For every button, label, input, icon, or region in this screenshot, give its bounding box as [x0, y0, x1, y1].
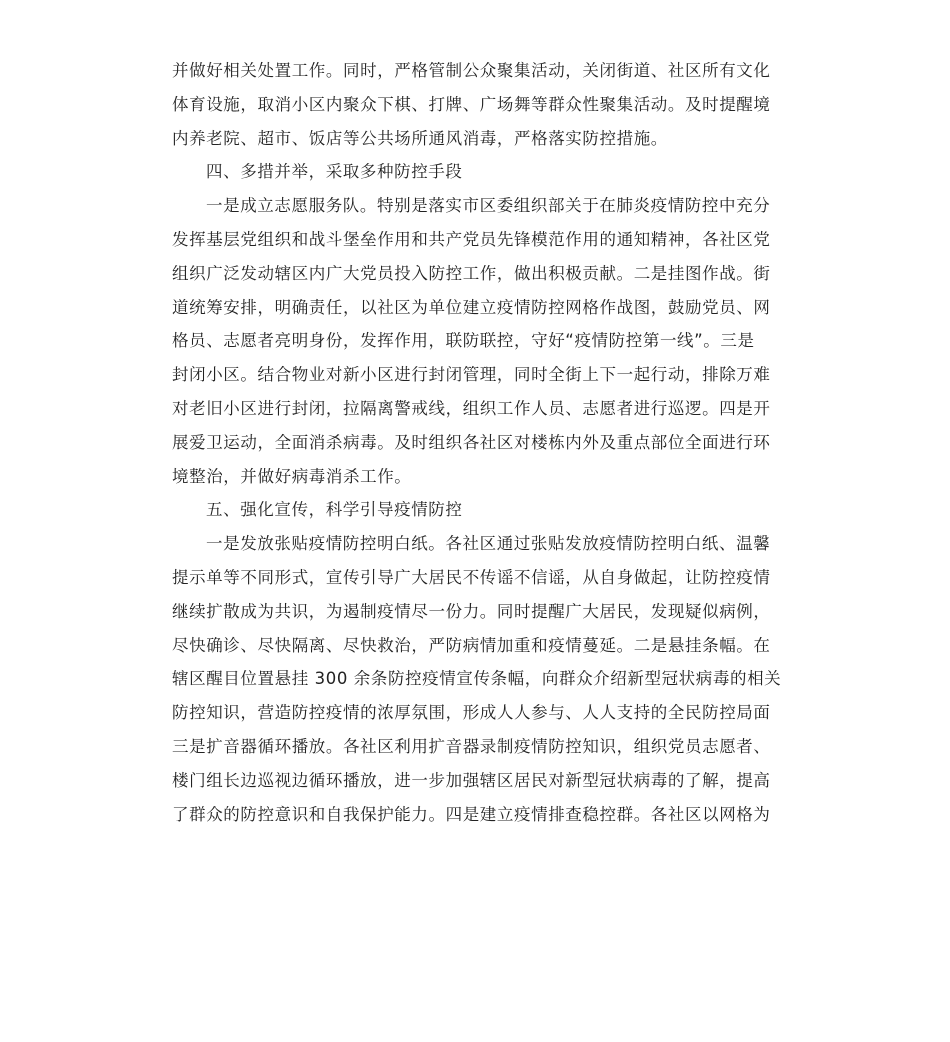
text-line: 对老旧小区进行封闭，拉隔离警戒线，组织工作人员、志愿者进行巡逻。四是开: [172, 398, 771, 418]
text-line: 辖区醒目位置悬挂 300 余条防控疫情宣传条幅，向群众介绍新型冠状病毒的相关: [172, 669, 782, 689]
text-line: 封闭小区。结合物业对新小区进行封闭管理，同时全街上下一起行动，排除万难: [172, 365, 771, 385]
text-line: 境整治，并做好病毒消杀工作。: [172, 466, 412, 486]
text-line: 并做好相关处置工作。同时，严格管制公众聚集活动，关闭街道、社区所有文化: [172, 61, 771, 80]
paragraph-start-line: 一是成立志愿服务队。特别是落实市区委组织部关于在肺炎疫情防控中充分: [206, 196, 771, 216]
text-line: 发挥基层党组织和战斗堡垒作用和共产党员先锋模范作用的通知精神，各社区党: [172, 229, 771, 249]
text-line: 体育设施，取消小区内聚众下棋、打牌、广场舞等群众性聚集活动。及时提醒境: [172, 94, 771, 114]
text-line: 三是扩音器循环播放。各社区利用扩音器录制疫情防控知识，组织党员志愿者、: [172, 736, 771, 756]
text-line: 展爱卫运动，全面消杀病毒。及时组织各社区对楼栋内外及重点部位全面进行环: [172, 432, 771, 452]
text-line: 楼门组长边巡视边循环播放，进一步加强辖区居民对新型冠状病毒的了解，提高: [172, 770, 771, 790]
text-line: 继续扩散成为共识，为遏制疫情尽一份力。同时提醒广大居民，发现疑似病例，: [172, 601, 771, 621]
text-line: 格员、志愿者亮明身份，发挥作用，联防联控，守好“疫情防控第一线”。三是: [172, 331, 755, 351]
text-line: 了群众的防控意识和自我保护能力。四是建立疫情排查稳控群。各社区以网格为: [172, 804, 771, 824]
text-line: 内养老院、超市、饭店等公共场所通风消毒，严格落实防控措施。: [172, 128, 668, 148]
text-line: 提示单等不同形式，宣传引导广大居民不传谣不信谣，从自身做起，让防控疫情: [172, 567, 771, 587]
paragraph-start-line: 四、多措并举，采取多种防控手段: [206, 162, 463, 182]
paragraph-start-line: 一是发放张贴疫情防控明白纸。各社区通过张贴发放疫情防控明白纸、温馨: [206, 534, 771, 554]
text-line: 尽快确诊、尽快隔离、尽快救治，严防病情加重和疫情蔓延。二是悬挂条幅。在: [172, 635, 771, 655]
body-text: [172, 54, 784, 831]
text-line: 道统筹安排，明确责任，以社区为单位建立疫情防控网格作战图，鼓励党员、网: [172, 297, 771, 317]
text-line: 防控知识，营造防控疫情的浓厚氛围，形成人人参与、人人支持的全民防控局面: [172, 703, 771, 723]
paragraph-start-line: 五、强化宣传，科学引导疫情防控: [206, 500, 463, 520]
text-line: 组织广泛发动辖区内广大党员投入防控工作，做出积极贡献。二是挂图作战。街: [172, 263, 771, 283]
